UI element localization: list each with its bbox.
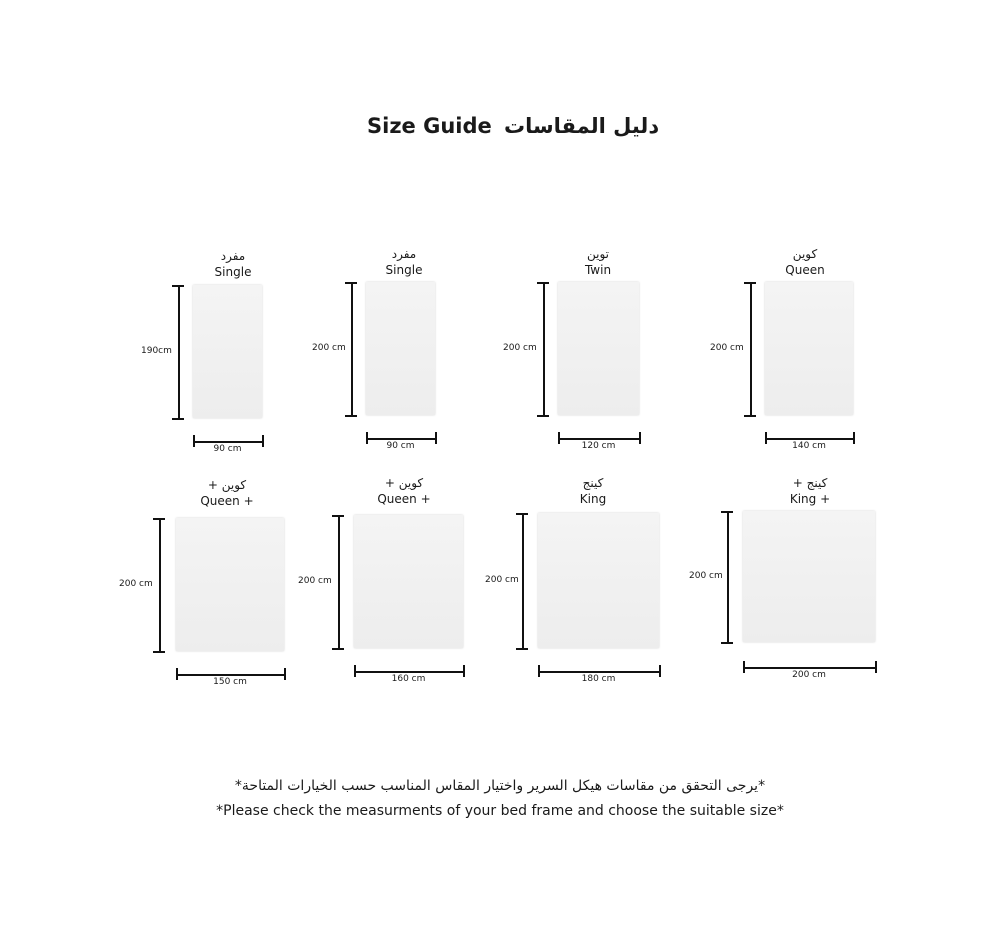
size-name-arabic: كوين + [384, 476, 424, 490]
width-label: 180 cm [581, 674, 616, 684]
mattress-shape [558, 282, 639, 415]
length-tick-top [744, 282, 756, 284]
length-label: 200 cm [119, 578, 153, 589]
width-label: 120 cm [581, 441, 616, 451]
length-tick-top [516, 513, 528, 515]
mattress-shape [354, 515, 463, 648]
size-name-arabic: كينج + [792, 476, 828, 490]
width-tick-right [435, 432, 437, 444]
width-dimension-line [366, 438, 435, 440]
length-tick-bottom [345, 415, 357, 417]
size-name-arabic: مفرد [220, 249, 246, 263]
width-dimension-line [765, 438, 853, 440]
length-tick-bottom [172, 418, 184, 420]
width-dimension-line [558, 438, 639, 440]
page-title-ar: دليل المقاسات [504, 114, 660, 138]
width-label: 150 cm [213, 677, 247, 687]
width-tick-right [463, 665, 465, 677]
width-label: 200 cm [792, 670, 826, 680]
length-dimension-line [727, 511, 729, 642]
width-tick-left [765, 432, 767, 444]
length-tick-top [345, 282, 357, 284]
width-tick-left [366, 432, 368, 444]
mattress-shape [538, 513, 659, 648]
size-name-english: Queen + [377, 492, 431, 506]
length-label: 200 cm [298, 575, 332, 586]
width-tick-right [262, 435, 264, 447]
size-name-english: Queen + [200, 494, 254, 508]
width-dimension-line [743, 667, 875, 669]
width-tick-left [558, 432, 560, 444]
length-tick-top [721, 511, 733, 513]
width-tick-right [284, 668, 286, 680]
size-name-arabic: كوين + [207, 478, 247, 492]
length-dimension-line [178, 285, 180, 418]
length-tick-top [332, 515, 344, 517]
width-tick-left [354, 665, 356, 677]
width-label: 160 cm [391, 674, 426, 684]
size-name-english: Queen [785, 263, 825, 277]
mattress-shape [765, 282, 853, 415]
note-english: *Please check the measurments of your bed frame and choose the suitable size* [216, 803, 784, 819]
length-tick-top [153, 518, 165, 520]
width-tick-right [853, 432, 855, 444]
length-tick-top [172, 285, 184, 287]
width-tick-left [176, 668, 178, 680]
length-dimension-line [543, 282, 545, 415]
size-name-english: Twin [584, 263, 612, 277]
width-dimension-line [538, 671, 659, 673]
size-name-arabic: توين [586, 247, 610, 261]
width-label: 140 cm [792, 441, 826, 451]
length-tick-bottom [516, 648, 528, 650]
length-dimension-line [522, 513, 524, 648]
mattress-shape [743, 511, 875, 642]
note-arabic: *يرجى التحقق من مقاسات هيكل السرير واختيار المقاس المناسب حسب الخيارات المتاحة* [234, 778, 766, 794]
length-label: 190cm [141, 345, 172, 356]
length-dimension-line [338, 515, 340, 648]
width-tick-left [743, 661, 745, 673]
length-label: 200 cm [503, 342, 537, 353]
width-tick-right [639, 432, 641, 444]
length-label: 200 cm [312, 342, 346, 353]
length-label: 200 cm [689, 570, 723, 581]
width-tick-right [875, 661, 877, 673]
width-tick-right [659, 665, 661, 677]
length-label: 200 cm [710, 342, 744, 353]
length-dimension-line [159, 518, 161, 651]
length-dimension-line [351, 282, 353, 415]
mattress-shape [176, 518, 284, 651]
length-tick-bottom [537, 415, 549, 417]
size-name-arabic: كينج [582, 476, 604, 490]
page-title-en: Size Guide [367, 114, 492, 138]
size-name-arabic: مفرد [391, 247, 417, 261]
width-label: 90 cm [213, 444, 242, 454]
length-tick-bottom [153, 651, 165, 653]
length-tick-bottom [721, 642, 733, 644]
size-name-english: King [579, 492, 607, 506]
size-name-english: King + [789, 492, 831, 506]
mattress-shape [193, 285, 262, 418]
mattress-shape [366, 282, 435, 415]
length-label: 200 cm [485, 574, 519, 585]
width-label: 90 cm [386, 441, 415, 451]
width-tick-left [193, 435, 195, 447]
width-dimension-line [354, 671, 463, 673]
width-dimension-line [193, 441, 262, 443]
length-dimension-line [750, 282, 752, 415]
width-dimension-line [176, 674, 284, 676]
width-tick-left [538, 665, 540, 677]
size-name-arabic: كوين [792, 247, 818, 261]
size-name-english: Single [214, 265, 252, 279]
length-tick-top [537, 282, 549, 284]
length-tick-bottom [744, 415, 756, 417]
length-tick-bottom [332, 648, 344, 650]
size-name-english: Single [385, 263, 423, 277]
